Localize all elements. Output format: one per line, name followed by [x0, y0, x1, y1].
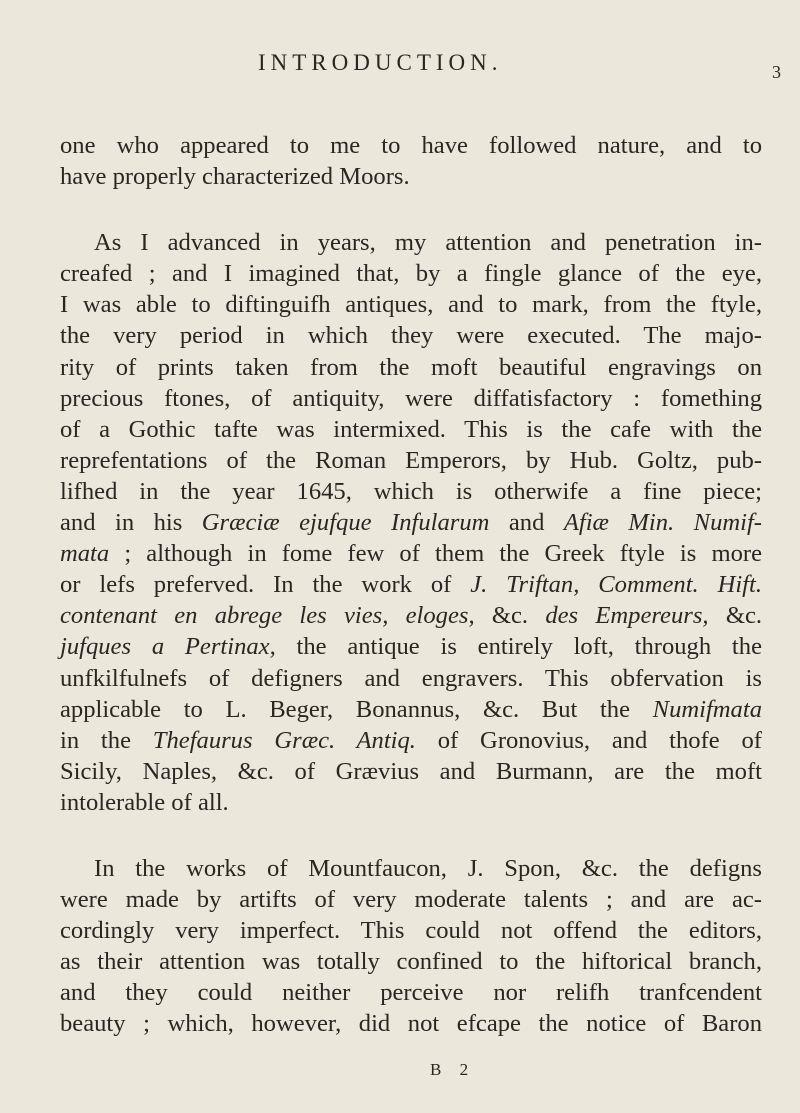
text-line: unfkilfulnefs of defigners and engravers. This obfervation is	[60, 664, 762, 692]
italic-title: Græciæ ejufque Infularum	[201, 509, 490, 537]
text-line: have properly characterized Moors.	[60, 163, 410, 191]
text-line: creafed ; and I imagined that, by a fingle glance of the eye,	[60, 260, 762, 288]
text-line: were made by artifts of very moderate talents ; and are ac-	[60, 886, 762, 914]
italic-title: contenant en abrege les vies, eloges,	[60, 602, 475, 630]
text-line: lifhed in the year 1645, which is otherwife a fine piece;	[60, 477, 762, 505]
text-line: As I advanced in years, my attention and penetration in-	[94, 229, 762, 257]
paragraph	[60, 130, 762, 192]
signature-mark: B 2	[430, 1060, 476, 1079]
text-line: cordingly very imperfect. This could not offend the editors,	[60, 917, 762, 945]
text-line: one who appeared to me to have followed nature, and to	[60, 132, 762, 159]
text-line: as their attention was totally confined to the hiftorical branch,	[60, 948, 762, 976]
paragraph-gap	[60, 192, 762, 227]
running-head: INTRODUCTION.	[258, 50, 503, 75]
text-line: applicable to L. Beger, Bonannus, &c. But the Numifmata	[60, 695, 762, 723]
page-number: 3	[772, 62, 781, 82]
paragraph	[60, 853, 762, 1040]
italic-title: mata	[60, 540, 110, 568]
italic-title: Numifmata	[652, 695, 762, 723]
italic-title: jufques a Pertinax,	[60, 633, 276, 661]
italic-title: Thefaurus Græc. Antiq.	[152, 726, 416, 754]
italic-title: J. Triftan, Comment. Hift.	[470, 571, 762, 599]
text-line: beauty ; which, however, did not efcape the notice of Baron	[60, 1010, 762, 1038]
text-line: rity of prints taken from the moft beautiful engravings on	[60, 353, 762, 381]
paragraph-gap	[60, 818, 762, 853]
text-line: jufques a Pertinax, the antique is entirely loft, through the	[60, 633, 762, 661]
text-line: contenant en abrege les vies, eloges, &c. des Empereurs, &c.	[60, 602, 763, 630]
paragraph	[60, 227, 762, 818]
text-line: the very period in which they were executed. The majo-	[60, 322, 762, 350]
text-line: in the Thefaurus Græc. Antiq. of Gronovius, and thofe of	[60, 726, 762, 754]
italic-title: Afiæ Min. Numif-	[563, 509, 762, 537]
text-line: precious ftones, of antiquity, were diffatisfactory : fomething	[60, 384, 762, 412]
text-line: intolerable of all.	[60, 788, 229, 816]
text-line: and in his Græciæ ejufque Infularum and Afiæ Min. Numif-	[60, 509, 762, 537]
text-line: Sicily, Naples, &c. of Grævius and Burmann, are the moft	[60, 757, 762, 785]
text-line: I was able to diftinguifh antiques, and to mark, from the ftyle,	[60, 291, 762, 319]
text-line: In the works of Mountfaucon, J. Spon, &c. the defigns	[94, 854, 762, 882]
text-line: and they could neither perceive nor relifh tranfcendent	[60, 979, 762, 1007]
text-line: or lefs preferved. In the work of J. Triftan, Comment. Hift.	[60, 571, 762, 599]
italic-title: des Empereurs,	[545, 602, 709, 630]
body-text	[60, 130, 762, 1040]
text-line: reprefentations of the Roman Emperors, by Hub. Goltz, pub-	[60, 446, 762, 474]
text-line: mata ; although in fome few of them the Greek ftyle is more	[60, 540, 762, 568]
text-line: of a Gothic tafte was intermixed. This is the cafe with the	[60, 415, 762, 443]
